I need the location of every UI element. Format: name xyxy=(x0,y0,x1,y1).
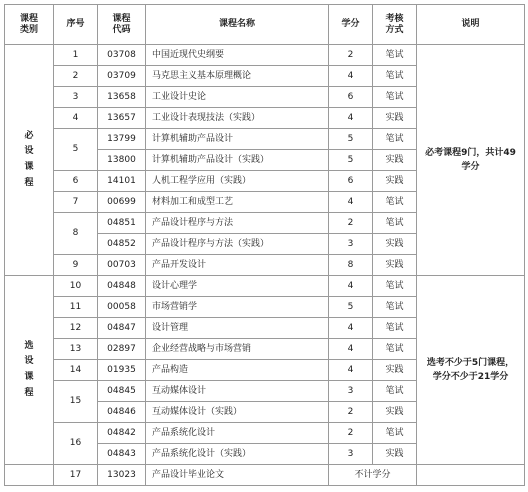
seq-cell: 2 xyxy=(54,66,98,87)
exam-cell: 实践 xyxy=(373,360,417,381)
name-cell: 市场营销学 xyxy=(146,297,329,318)
header-note: 说明 xyxy=(417,5,525,45)
name-cell: 产品设计程序与方法（实践） xyxy=(146,234,329,255)
exam-cell: 笔试 xyxy=(373,423,417,444)
credit-cell: 2 xyxy=(329,423,373,444)
seq-cell: 12 xyxy=(54,318,98,339)
name-cell: 企业经营战略与市场营销 xyxy=(146,339,329,360)
name-cell: 产品构造 xyxy=(146,360,329,381)
name-cell: 工业设计史论 xyxy=(146,87,329,108)
code-cell: 13800 xyxy=(98,150,146,171)
code-cell: 01935 xyxy=(98,360,146,381)
name-cell: 人机工程学应用（实践） xyxy=(146,171,329,192)
exam-cell: 实践 xyxy=(373,234,417,255)
seq-cell: 15 xyxy=(54,381,98,423)
code-cell: 04845 xyxy=(98,381,146,402)
seq-cell: 13 xyxy=(54,339,98,360)
header-credit: 学分 xyxy=(329,5,373,45)
exam-cell: 实践 xyxy=(373,108,417,129)
credit-cell: 4 xyxy=(329,192,373,213)
code-cell: 04842 xyxy=(98,423,146,444)
credit-cell: 4 xyxy=(329,360,373,381)
code-cell: 00058 xyxy=(98,297,146,318)
header-category: 课程 类别 xyxy=(5,5,54,45)
exam-cell: 笔试 xyxy=(373,129,417,150)
thesis-credit-cell: 不计学分 xyxy=(329,465,417,486)
header-name: 课程名称 xyxy=(146,5,329,45)
credit-cell: 5 xyxy=(329,129,373,150)
seq-cell: 3 xyxy=(54,87,98,108)
credit-cell: 5 xyxy=(329,150,373,171)
exam-cell: 笔试 xyxy=(373,276,417,297)
name-cell: 计算机辅助产品设计（实践） xyxy=(146,150,329,171)
name-cell: 中国近现代史纲要 xyxy=(146,45,329,66)
category-elective: 选 设 课 程 xyxy=(5,276,54,465)
category-thesis xyxy=(5,465,54,486)
category-required: 必 设 课 程 xyxy=(5,45,54,276)
seq-cell: 14 xyxy=(54,360,98,381)
name-cell: 产品设计毕业论文 xyxy=(146,465,329,486)
exam-cell: 实践 xyxy=(373,402,417,423)
code-cell: 03708 xyxy=(98,45,146,66)
seq-cell: 16 xyxy=(54,423,98,465)
code-cell: 04846 xyxy=(98,402,146,423)
name-cell: 设计管理 xyxy=(146,318,329,339)
code-cell: 13799 xyxy=(98,129,146,150)
code-cell: 13023 xyxy=(98,465,146,486)
credit-cell: 4 xyxy=(329,276,373,297)
credit-cell: 2 xyxy=(329,213,373,234)
header-exam: 考核 方式 xyxy=(373,5,417,45)
credit-cell: 3 xyxy=(329,234,373,255)
credit-cell: 6 xyxy=(329,87,373,108)
credit-cell: 4 xyxy=(329,339,373,360)
credit-cell: 2 xyxy=(329,45,373,66)
name-cell: 马克思主义基本原理概论 xyxy=(146,66,329,87)
name-cell: 材料加工和成型工艺 xyxy=(146,192,329,213)
seq-cell: 4 xyxy=(54,108,98,129)
exam-cell: 笔试 xyxy=(373,381,417,402)
seq-cell: 9 xyxy=(54,255,98,276)
code-cell: 04852 xyxy=(98,234,146,255)
credit-cell: 8 xyxy=(329,255,373,276)
credit-cell: 2 xyxy=(329,402,373,423)
seq-cell: 6 xyxy=(54,171,98,192)
exam-cell: 实践 xyxy=(373,255,417,276)
exam-cell: 笔试 xyxy=(373,192,417,213)
credit-cell: 4 xyxy=(329,318,373,339)
exam-cell: 笔试 xyxy=(373,87,417,108)
exam-cell: 笔试 xyxy=(373,339,417,360)
header-seq: 序号 xyxy=(54,5,98,45)
exam-cell: 实践 xyxy=(373,171,417,192)
seq-cell: 10 xyxy=(54,276,98,297)
name-cell: 产品系统化设计 xyxy=(146,423,329,444)
exam-cell: 实践 xyxy=(373,150,417,171)
seq-cell: 11 xyxy=(54,297,98,318)
exam-cell: 笔试 xyxy=(373,318,417,339)
exam-cell: 笔试 xyxy=(373,66,417,87)
code-cell: 13658 xyxy=(98,87,146,108)
code-cell: 04847 xyxy=(98,318,146,339)
name-cell: 产品系统化设计（实践） xyxy=(146,444,329,465)
table-row-thesis xyxy=(5,465,525,486)
curriculum-table xyxy=(4,4,525,486)
note-thesis xyxy=(417,465,525,486)
code-cell: 14101 xyxy=(98,171,146,192)
code-cell: 04843 xyxy=(98,444,146,465)
credit-cell: 3 xyxy=(329,444,373,465)
code-cell: 04848 xyxy=(98,276,146,297)
exam-cell: 实践 xyxy=(373,444,417,465)
exam-cell: 笔试 xyxy=(373,297,417,318)
code-cell: 13657 xyxy=(98,108,146,129)
credit-cell: 4 xyxy=(329,66,373,87)
seq-cell: 5 xyxy=(54,129,98,171)
code-cell: 00703 xyxy=(98,255,146,276)
credit-cell: 5 xyxy=(329,297,373,318)
exam-cell: 笔试 xyxy=(373,213,417,234)
name-cell: 互动媒体设计（实践） xyxy=(146,402,329,423)
name-cell: 产品开发设计 xyxy=(146,255,329,276)
credit-cell: 6 xyxy=(329,171,373,192)
name-cell: 工业设计表现技法（实践） xyxy=(146,108,329,129)
table-row xyxy=(5,276,525,297)
credit-cell: 4 xyxy=(329,108,373,129)
seq-cell: 8 xyxy=(54,213,98,255)
code-cell: 02897 xyxy=(98,339,146,360)
exam-cell: 笔试 xyxy=(373,45,417,66)
name-cell: 设计心理学 xyxy=(146,276,329,297)
seq-cell: 17 xyxy=(54,465,98,486)
name-cell: 互动媒体设计 xyxy=(146,381,329,402)
seq-cell: 7 xyxy=(54,192,98,213)
seq-cell: 1 xyxy=(54,45,98,66)
code-cell: 03709 xyxy=(98,66,146,87)
name-cell: 产品设计程序与方法 xyxy=(146,213,329,234)
name-cell: 计算机辅助产品设计 xyxy=(146,129,329,150)
table-row xyxy=(5,45,525,66)
header-code: 课程 代码 xyxy=(98,5,146,45)
code-cell: 00699 xyxy=(98,192,146,213)
note-required: 必考课程9门，共计49学分 xyxy=(417,45,525,276)
credit-cell: 3 xyxy=(329,381,373,402)
code-cell: 04851 xyxy=(98,213,146,234)
note-elective: 选考不少于5门课程，学分不少于21学分 xyxy=(417,276,525,465)
header-row xyxy=(5,5,525,45)
